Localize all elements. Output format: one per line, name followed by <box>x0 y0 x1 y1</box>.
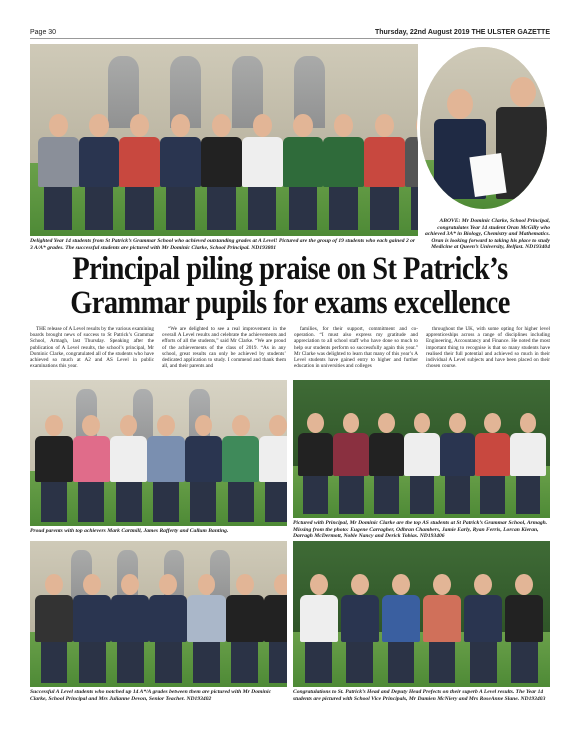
photo-figure <box>111 574 149 683</box>
photo-figure <box>149 574 187 683</box>
photo-figure <box>160 114 201 230</box>
photo-figure <box>38 114 79 230</box>
photo-figure <box>323 114 364 230</box>
photo-prefects <box>293 541 550 687</box>
photo-figure <box>423 574 461 683</box>
article-column-1: THE release of A Level results by the various examining boards brought news of success to St Patrick’s Grammar School, Armagh, last Thursday. Speaking after the publication of A Level results, the school’s principal, Mr Dominic Clarke, congratulated all of the students who have achieved so much at A2 and AS Level in public examinations this year. <box>30 326 154 370</box>
certificate-paper <box>469 153 506 197</box>
article-column-4: throughout the UK, with some opting for higher level apprenticeships across a range of disciplines including Engineering, Accountancy and Finance. He noted the most important thing to recognise is that so many students have realised their full potential and achieved so much in their individual A Level subjects and have been placed on their chosen course. <box>426 326 550 370</box>
page-header <box>30 26 550 38</box>
photo-figure <box>73 574 111 683</box>
headline-line-2: Grammar pupils for exams excellence <box>70 285 510 321</box>
photo-figure <box>201 114 242 230</box>
photo-figure <box>510 413 545 514</box>
successful-people <box>35 567 282 682</box>
caption-proud-parents: Proud parents with top achievers Mark Cartmill, James Rafferty and Callum Banting. <box>30 528 229 534</box>
photo-figure <box>300 574 338 683</box>
header-rule <box>30 38 550 39</box>
photo-figure <box>119 114 160 230</box>
photo-figure <box>298 413 333 514</box>
photo-figure <box>505 574 543 683</box>
photo-figure <box>35 574 73 683</box>
photo-figure <box>222 415 259 522</box>
photo-figure <box>73 415 110 522</box>
photo-figure <box>147 415 184 522</box>
photo-figure <box>404 413 439 514</box>
photo-figure <box>35 415 72 522</box>
article-column-3: families, for their support, commitment and co-operation. “I must also express my gratitude and appreciation to all school staff who have done so much to help our students perform so successfully again this year.” Mr Clarke was delighted to learn that many of this year’s A Level students have gained entry to higher and further education in universities and colleges <box>294 326 418 370</box>
photo-inset-principal <box>417 44 550 212</box>
caption-as-students: Pictured with Principal, Mr Dominic Clarke are the top AS students at St Patrick’s Grammar School, Armagh. Missing from the photo: Eugene Carragher, Odhran Chambers, Jamie Early, Ryan Ferris, Lorcan Kieran, Darragh McDermott, Noble Nancy and Derick Tobias. ND193406 <box>293 520 548 540</box>
photo-figure <box>333 413 368 514</box>
headline-line-1: Principal piling praise on St Patrick’s <box>72 251 508 287</box>
photo-successful-students <box>30 541 287 687</box>
group-people <box>38 79 411 231</box>
photo-figure <box>283 114 324 230</box>
photo-figure <box>475 413 510 514</box>
article-body <box>30 326 550 376</box>
masthead: Thursday, 22nd August 2019 THE ULSTER GAZETTE <box>374 28 550 36</box>
photo-figure <box>79 114 120 230</box>
photo-figure <box>185 415 222 522</box>
headline <box>66 252 513 320</box>
as-people <box>298 405 545 514</box>
article-column-2: “We are delighted to see a real improvement in the overall A Level results and celebrate the achievements and efforts of all the students,” said Mr Clarke. “We are proud of the achievements of the class of 2019. “As in any school, great results can only be achieved by students’ dedicated application to study. I commend and thank them all, and their parents and <box>162 326 286 370</box>
photo-figure <box>226 574 264 683</box>
photo-figure <box>369 413 404 514</box>
photo-figure <box>341 574 379 683</box>
photo-figure <box>405 114 418 230</box>
photo-top-group <box>30 44 418 236</box>
photo-figure <box>242 114 283 230</box>
photo-figure <box>464 574 502 683</box>
caption-prefects: Congratulations to St. Patrick’s Head and Deputy Head Prefects on their superb A Level results. The Year 14 students are pictured with School Vice Principals, Mr Damien McNiery and Mrs RoseAnne Slane. ND193403 <box>293 689 546 702</box>
prefects-people <box>298 567 545 682</box>
photo-figure <box>364 114 405 230</box>
photo-figure <box>187 574 225 683</box>
photo-figure <box>382 574 420 683</box>
caption-successful-students: Successful A Level students who notched up 14 A*/A grades between them are pictured with Mr Dominic Clarke, School Principal and Mrs Julianne Devon, Senior Teacher. ND193402 <box>30 689 272 702</box>
photo-figure <box>259 415 287 522</box>
parents-people <box>35 406 282 521</box>
photo-proud-parents <box>30 380 287 526</box>
photo-as-students <box>293 380 550 518</box>
photo-figure <box>264 574 287 683</box>
caption-inset: ABOVE: Mr Dominic Clarke, School Principal, congratulates Year 14 student Oran McGilly who achieved 3A* in Biology, Chemistry and Mathematics. Oran is looking forward to taking his place to study Medicine at Queen’s University, Belfast. ND193404 <box>424 218 550 251</box>
page-number: Page 30 <box>30 28 57 36</box>
photo-figure <box>440 413 475 514</box>
photo-figure <box>110 415 147 522</box>
caption-top: Delighted Year 14 students from St Patrick’s Grammar School who achieved outstanding grades at A Level! Pictured are the group of 19 students who each gained 2 or 3 A/A* grades. The successful students are pictured with Mr Dominic Clarke, School Principal. ND193801 <box>30 238 416 251</box>
